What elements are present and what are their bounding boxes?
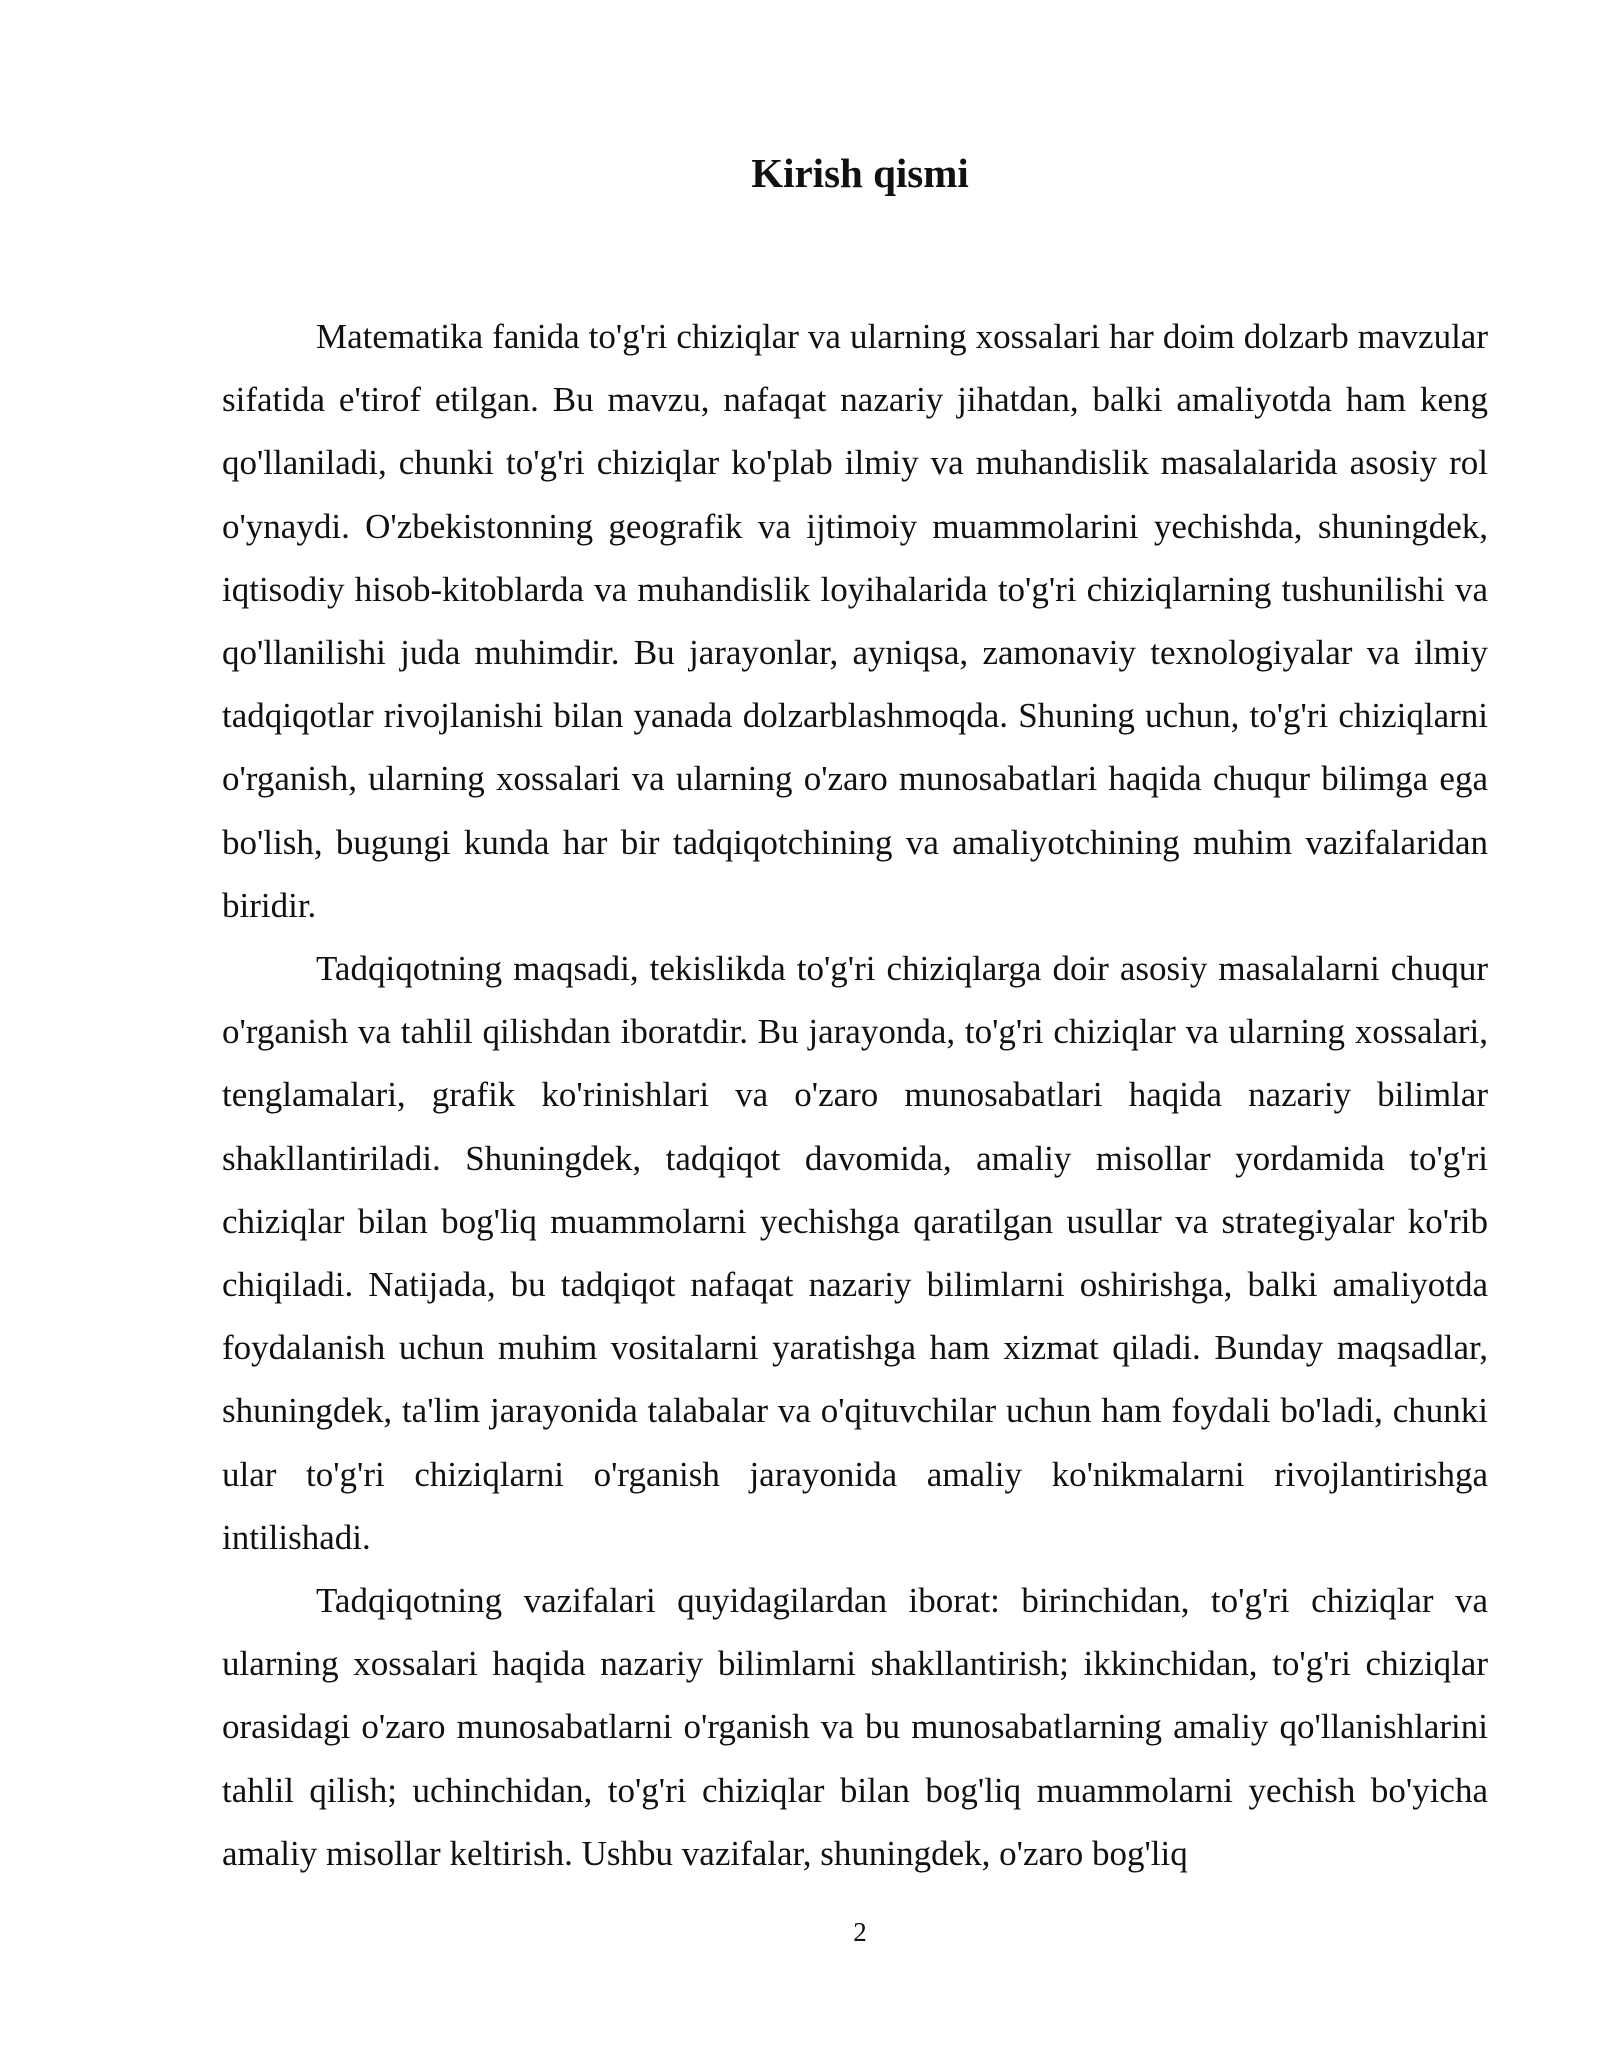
page-number: 2 <box>853 1917 867 1947</box>
page-title: Kirish qismi <box>751 150 969 196</box>
paragraph-1: Matematika fanida to'g'ri chiziqlar va ularning xossalari har doim dolzarb mavzular sifatida e'tirof etilgan. Bu mavzu, nafaqat nazariy jihatdan, balki amaliyotda ham keng qo'llaniladi, chunki to'g'ri chiziqlar ko'plab ilmiy va muhandislik masalalarida asosiy rol o'ynaydi. O'zbekistonning geografik va ijtimoiy muammolarini yechishda, shuningdek, iqtisodiy hisob-kitoblarda va muhandislik loyihalarida to'g'ri chiziqlarning tushunilishi va qo'llanilishi juda muhimdir. Bu jarayonlar, ayniqsa, zamonaviy texnologiyalar va ilmiy tadqiqotlar rivojlanishi bilan yanada dolzarblashmoqda. Shuning uchun, to'g'ri chiziqlarni o'rganish, ularning xossalari va ularning o'zaro munosabatlari haqida chuqur bilimga ega bo'lish, bugungi kunda har bir tadqiqotchining va amaliyotchining muhim vazifalaridan biridir. <box>222 317 1488 925</box>
paragraph-3: Tadqiqotning vazifalari quyidagilardan iborat: birinchidan, to'g'ri chiziqlar va ularning xossalari haqida nazariy bilimlarni shakllantirish; ikkinchidan, to'g'ri chiziqlar orasidagi o'zaro munosabatlarni o'rganish va bu munosabatlarning amaliy qo'llanishlarini tahlil qilish; uchinchidan, to'g'ri chiziqlar bilan bog'liq muammolarni yechish bo'yicha amaliy misollar keltirish. Ushbu vazifalar, shuningdek, o'zaro bog'liq <box>222 1581 1488 1873</box>
body-text <box>222 305 1488 1885</box>
paragraph-2: Tadqiqotning maqsadi, tekislikda to'g'ri chiziqlarga doir asosiy masalalarni chuqur o'rganish va tahlil qilishdan iboratdir. Bu jarayonda, to'g'ri chiziqlar va ularning xossalari, tenglamalari, grafik ko'rinishlari va o'zaro munosabatlari haqida nazariy bilimlar shakllantiriladi. Shuningdek, tadqiqot davomida, amaliy misollar yordamida to'g'ri chiziqlar bilan bog'liq muammolarni yechishga qaratilgan usullar va strategiyalar ko'rib chiqiladi. Natijada, bu tadqiqot nafaqat nazariy bilimlarni oshirishga, balki amaliyotda foydalanish uchun muhim vositalarni yaratishga ham xizmat qiladi. Bunday maqsadlar, shuningdek, ta'lim jarayonida talabalar va o'qituvchilar uchun ham foydali bo'ladi, chunki ular to'g'ri chiziqlarni o'rganish jarayonida amaliy ko'nikmalarni rivojlantirishga intilishadi. <box>222 949 1488 1557</box>
